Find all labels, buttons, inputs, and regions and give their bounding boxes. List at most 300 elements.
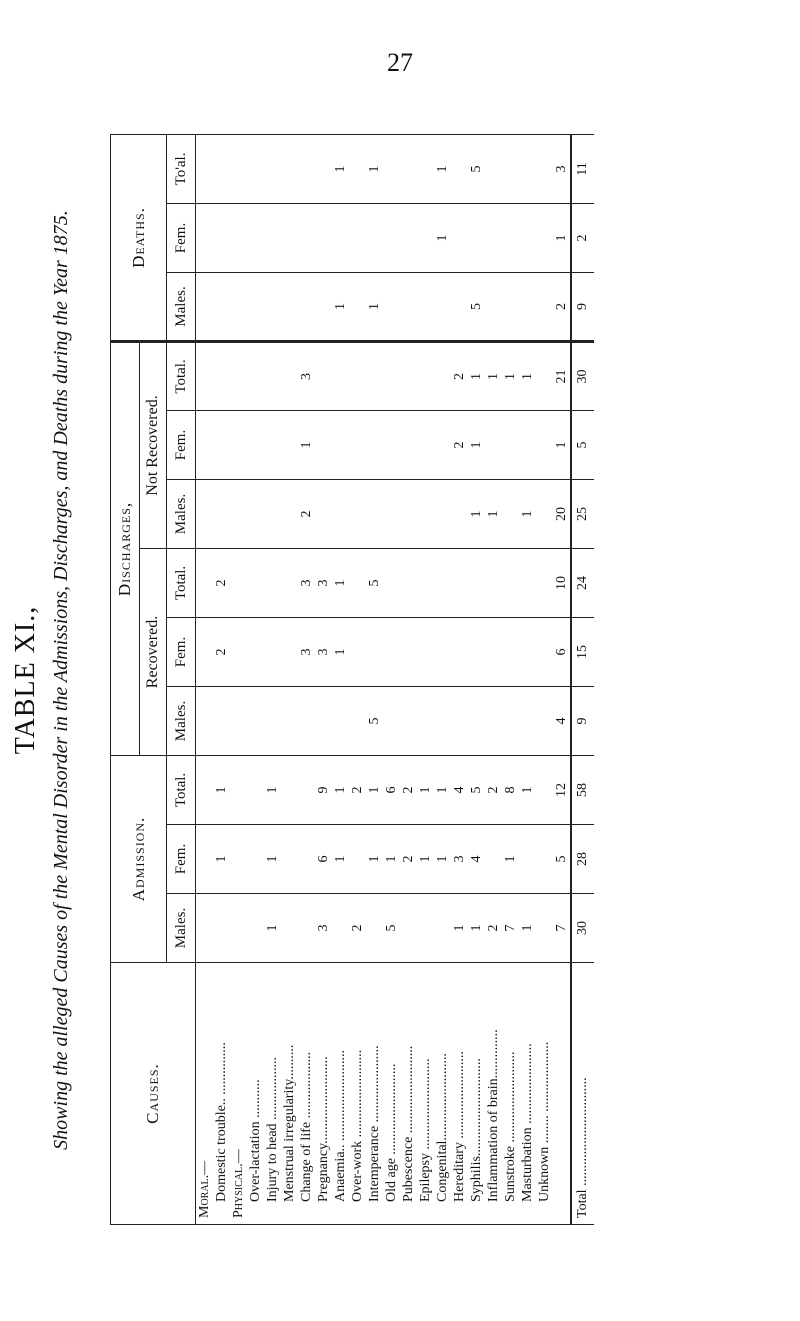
value-cell [485,617,502,686]
value-cell: 9 [571,272,594,341]
value-cell [485,686,502,755]
value-cell [349,479,366,548]
value-cell: 1 [519,341,536,410]
table-subtitle: Showing the alleged Causes of the Mental Disorder in the Admissions, Discharges, and Deaths during the Year 1875. [50,210,72,1150]
value-cell [298,755,315,824]
value-cell [196,548,214,617]
value-cell [213,686,230,755]
value-cell [366,410,383,479]
value-cell [213,341,230,410]
value-cell [536,134,553,203]
value-cell [315,479,332,548]
value-cell [502,203,519,272]
table-row [400,134,417,1224]
value-cell [264,548,281,617]
value-cell [281,755,298,824]
value-cell: 1 [502,825,519,894]
value-cell [264,410,281,479]
value-cell [247,825,264,894]
value-cell [451,686,468,755]
value-cell [196,617,214,686]
value-cell [536,617,553,686]
value-cell: 1 [417,825,434,894]
value-cell [281,410,298,479]
table-row [502,134,519,1224]
table-row [383,134,400,1224]
cause-label: Congenital......................... [434,963,451,1225]
value-cell [332,479,349,548]
value-cell: 3 [315,894,332,963]
value-cell [281,894,298,963]
value-cell [298,825,315,894]
value-cell [417,341,434,410]
value-cell [264,686,281,755]
value-cell: 2 [298,479,315,548]
cause-label: Change of life ................... [298,963,315,1225]
admission-males-header: Males. [167,894,196,963]
value-cell [400,479,417,548]
value-cell [366,894,383,963]
value-cell: 1 [332,617,349,686]
value-cell: 5 [366,548,383,617]
value-cell [196,341,214,410]
value-cell: 1 [519,894,536,963]
value-cell [349,410,366,479]
value-cell [536,203,553,272]
recovered-header: Recovered. [140,548,167,755]
value-cell [196,686,214,755]
value-cell: 4 [451,755,468,824]
value-cell [230,410,247,479]
table-row [366,134,383,1224]
value-cell [400,548,417,617]
value-cell [519,825,536,894]
value-cell: 6 [383,755,400,824]
value-cell: 1 [264,894,281,963]
value-cell [264,479,281,548]
recovered-fem-header: Fem. [167,617,196,686]
table-row [247,134,264,1224]
value-cell: 1 [213,825,230,894]
value-cell [349,825,366,894]
value-cell [315,410,332,479]
value-cell: 3 [315,548,332,617]
value-cell: 1 [468,341,485,410]
value-cell [485,134,502,203]
deaths-fem-header: Fem. [167,203,196,272]
table-row [519,134,536,1224]
value-cell [230,134,247,203]
table-row [553,134,571,1224]
value-cell: 15 [571,617,594,686]
value-cell [315,686,332,755]
value-cell [196,894,214,963]
value-cell [213,203,230,272]
value-cell [434,617,451,686]
value-cell [502,410,519,479]
value-cell: 3 [315,617,332,686]
value-cell [400,617,417,686]
value-cell: 20 [553,479,571,548]
value-cell [383,410,400,479]
value-cell [332,341,349,410]
not-recovered-header: Not Recovered. [140,341,167,548]
value-cell [196,410,214,479]
value-cell: 1 [417,755,434,824]
value-cell: 5 [468,755,485,824]
value-cell [247,479,264,548]
causes-table [110,134,594,1225]
value-cell: 1 [553,410,571,479]
value-cell [230,341,247,410]
value-cell: 1 [383,825,400,894]
value-cell [264,134,281,203]
value-cell [281,825,298,894]
value-cell: 2 [451,410,468,479]
value-cell [536,410,553,479]
value-cell: 7 [553,894,571,963]
value-cell: 3 [553,134,571,203]
value-cell [298,686,315,755]
value-cell [281,686,298,755]
value-cell [485,272,502,341]
table-row [196,134,214,1224]
cause-label: Old age .......................... [383,963,400,1225]
cause-label: Pubescence ......................... [400,963,417,1225]
value-cell [298,203,315,272]
value-cell [281,272,298,341]
value-cell [451,203,468,272]
recovered-total-header: Total. [167,548,196,617]
value-cell [502,134,519,203]
cause-label: Menstrual irregularity.......... [281,963,298,1225]
value-cell: 1 [434,825,451,894]
cause-label: Anaemia.. .......................... [332,963,349,1225]
value-cell: 2 [485,755,502,824]
value-cell [247,203,264,272]
value-cell [536,755,553,824]
value-cell [536,479,553,548]
value-cell: 21 [553,341,571,410]
value-cell [196,203,214,272]
value-cell [332,686,349,755]
value-cell [451,479,468,548]
value-cell [383,617,400,686]
value-cell [434,410,451,479]
value-cell: 30 [571,894,594,963]
value-cell [230,272,247,341]
value-cell [332,203,349,272]
value-cell [519,203,536,272]
value-cell [332,894,349,963]
value-cell [485,410,502,479]
cause-label: Physical.— [230,963,247,1225]
value-cell: 58 [571,755,594,824]
table-row [485,134,502,1224]
value-cell [196,479,214,548]
value-cell [383,272,400,341]
table-caption [10,135,73,1225]
value-cell: 9 [571,686,594,755]
table-row [281,134,298,1224]
value-cell [247,410,264,479]
value-cell [230,617,247,686]
not-recovered-males-header: Males. [167,479,196,548]
value-cell [536,686,553,755]
value-cell: 6 [553,617,571,686]
value-cell [451,272,468,341]
value-cell [383,134,400,203]
value-cell [264,341,281,410]
value-cell [536,894,553,963]
value-cell: 3 [451,825,468,894]
value-cell [400,203,417,272]
deaths-header: Deaths. [111,134,167,341]
value-cell: 25 [571,479,594,548]
table-row [417,134,434,1224]
value-cell: 1 [434,203,451,272]
value-cell [366,203,383,272]
value-cell [366,617,383,686]
value-cell [536,825,553,894]
value-cell: 5 [468,134,485,203]
value-cell: 1 [332,825,349,894]
value-cell: 3 [298,341,315,410]
value-cell: 1 [264,755,281,824]
table-row [230,134,247,1224]
value-cell [264,617,281,686]
value-cell [536,341,553,410]
value-cell: 9 [315,755,332,824]
value-cell [298,134,315,203]
value-cell [468,203,485,272]
cause-label: Injury to head .................. [264,963,281,1225]
causes-header: Causes. [111,963,196,1225]
value-cell: 1 [468,479,485,548]
value-cell [502,686,519,755]
value-cell [281,134,298,203]
value-cell [519,617,536,686]
value-cell [519,134,536,203]
value-cell: 1 [264,825,281,894]
value-cell [383,203,400,272]
value-cell [349,272,366,341]
value-cell [196,272,214,341]
value-cell [213,272,230,341]
value-cell [315,341,332,410]
value-cell: 6 [315,825,332,894]
value-cell [383,548,400,617]
value-cell: 5 [366,686,383,755]
value-cell: 4 [553,686,571,755]
rotated-table-page [10,135,740,1225]
value-cell: 5 [571,410,594,479]
total-row [571,134,594,1224]
value-cell [434,479,451,548]
table-row [298,134,315,1224]
value-cell [213,134,230,203]
cause-label: Moral.— [196,963,214,1225]
cause-label: Syphilis............................ [468,963,485,1225]
value-cell: 2 [400,825,417,894]
value-cell: 1 [366,825,383,894]
value-cell [230,548,247,617]
table-row [434,134,451,1224]
value-cell: 12 [553,755,571,824]
value-cell [247,134,264,203]
value-cell [230,825,247,894]
value-cell [281,617,298,686]
value-cell: 24 [571,548,594,617]
value-cell [383,479,400,548]
value-cell: 5 [553,825,571,894]
not-recovered-total-header: Total. [167,341,196,410]
value-cell: 2 [213,617,230,686]
table-row [332,134,349,1224]
value-cell: 1 [366,755,383,824]
value-cell [349,134,366,203]
value-cell [417,203,434,272]
table-row [451,134,468,1224]
value-cell: 1 [213,755,230,824]
value-cell: 4 [468,825,485,894]
discharges-header: Discharges, [111,341,140,755]
value-cell: 2 [571,203,594,272]
value-cell: 5 [468,272,485,341]
value-cell: 1 [332,755,349,824]
value-cell: 1 [332,548,349,617]
value-cell [400,272,417,341]
cause-label: Over-work ......................... [349,963,366,1225]
value-cell [383,341,400,410]
value-cell [298,272,315,341]
value-cell [502,617,519,686]
value-cell [451,548,468,617]
cause-label [553,963,571,1225]
value-cell [366,341,383,410]
value-cell: 2 [400,755,417,824]
value-cell [247,755,264,824]
value-cell [247,272,264,341]
value-cell [502,479,519,548]
value-cell [213,894,230,963]
value-cell [349,203,366,272]
value-cell [196,134,214,203]
table-row [315,134,332,1224]
value-cell [281,479,298,548]
admission-fem-header: Fem. [167,825,196,894]
value-cell [383,686,400,755]
value-cell: 1 [468,410,485,479]
table-row [213,134,230,1224]
value-cell [519,548,536,617]
value-cell: 1 [519,479,536,548]
table-row [264,134,281,1224]
value-cell [349,617,366,686]
value-cell: 3 [298,617,315,686]
deaths-males-header: Males. [167,272,196,341]
value-cell: 2 [349,894,366,963]
value-cell [230,894,247,963]
value-cell [434,686,451,755]
cause-label: Intemperance ...................... [366,963,383,1225]
value-cell [468,548,485,617]
value-cell [230,479,247,548]
cause-label: Unknown ........ .................... [536,963,553,1225]
value-cell [400,410,417,479]
value-cell [298,894,315,963]
value-cell [434,341,451,410]
value-cell: 2 [213,548,230,617]
value-cell: 7 [502,894,519,963]
value-cell [247,686,264,755]
cause-label: Over-lactation ........... [247,963,264,1225]
value-cell [400,686,417,755]
value-cell [247,548,264,617]
value-cell [400,134,417,203]
value-cell [502,272,519,341]
value-cell [468,686,485,755]
value-cell: 1 [468,894,485,963]
value-cell [417,548,434,617]
value-cell [417,617,434,686]
value-cell [247,617,264,686]
value-cell: 1 [366,134,383,203]
value-cell [536,272,553,341]
admission-total-header: Total. [167,755,196,824]
value-cell: 2 [485,894,502,963]
not-recovered-fem-header: Fem. [167,410,196,479]
value-cell: 1 [485,341,502,410]
value-cell [281,203,298,272]
table-row [536,134,553,1224]
admission-header: Admission. [111,755,167,962]
value-cell: 5 [383,894,400,963]
value-cell [366,479,383,548]
value-cell [417,894,434,963]
table-body [196,134,595,1224]
table-row [349,134,366,1224]
value-cell: 1 [485,479,502,548]
value-cell: 1 [332,134,349,203]
value-cell [485,825,502,894]
value-cell [417,410,434,479]
value-cell [349,341,366,410]
value-cell [230,686,247,755]
value-cell: 1 [502,341,519,410]
value-cell [315,134,332,203]
value-cell [349,686,366,755]
value-cell [247,894,264,963]
value-cell [417,686,434,755]
value-cell: 1 [434,134,451,203]
page-number: 27 [387,48,413,77]
value-cell [502,548,519,617]
value-cell: 3 [298,548,315,617]
value-cell [485,203,502,272]
value-cell: 2 [349,755,366,824]
table-row [468,134,485,1224]
value-cell [400,894,417,963]
value-cell [213,479,230,548]
value-cell [230,203,247,272]
value-cell [349,548,366,617]
value-cell [485,548,502,617]
value-cell: 10 [553,548,571,617]
value-cell [213,410,230,479]
value-cell [196,825,214,894]
value-cell: 1 [434,755,451,824]
